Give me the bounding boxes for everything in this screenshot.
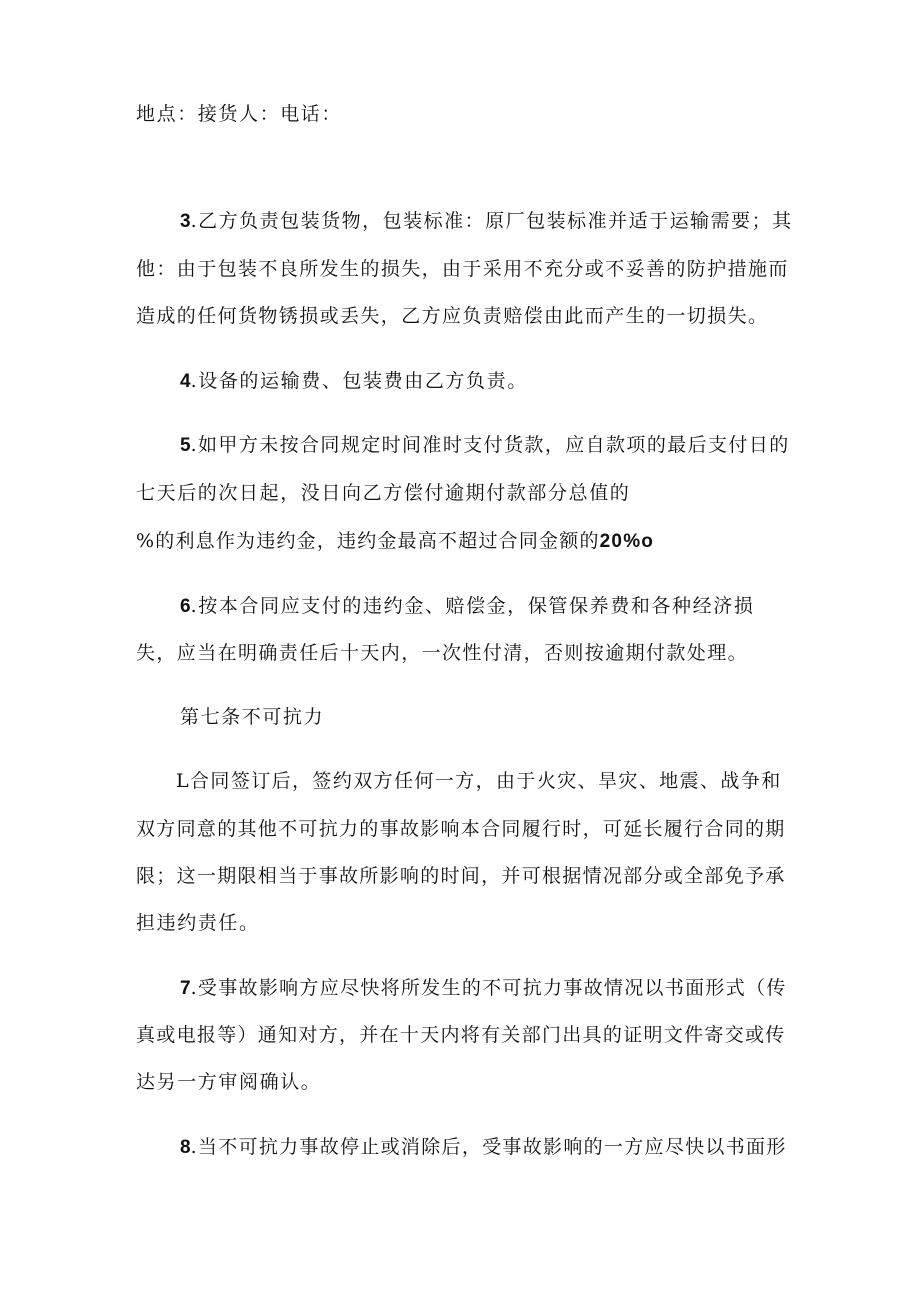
force-majeure-text-2: 双方同意的其他不可抗力的事故影响本合同履行时，可延长履行合同的期 [136,818,786,840]
item3-text-1: .乙方负责包装货物，包装标准：原厂包装标准并适于运输需要；其 [190,210,793,232]
item5-number: 5 [180,435,191,456]
force-majeure-text-4: 担违约责任。 [136,912,260,934]
item8-number: 8 [180,1137,191,1158]
item5-line-1 [180,432,790,459]
item6-text-1: .按本合同应支付的违约金、赔偿金，保管保养费和各种经济损 [190,595,755,617]
item7-line-3 [136,1069,321,1095]
item4-text: .设备的运输费、包装费由乙方负责。 [190,370,528,392]
item3-text-3: 造成的任何货物锈损或丢失，乙方应负责赔偿由此而产生的一切损失。 [136,305,769,327]
item3-number: 3 [180,211,191,232]
header-line-text: 地点：接货人：电话： [136,103,343,125]
item6-text-2: 失，应当在明确责任后十天内，一次性付清，否则按逾期付款处理。 [136,642,749,664]
item4-line [180,368,528,395]
item7-number: 7 [180,978,191,999]
article7-title [180,704,324,730]
item5-line-2 [136,480,630,506]
force-majeure-line-4 [136,910,260,936]
item7-line-2 [136,1022,786,1048]
item6-line-1 [180,593,754,620]
force-majeure-text-3: 限；这一期限相当于事故所影响的时间，并可根据情况部分或全部免予承 [136,865,786,887]
article7-title-text: 第七条不可抗力 [180,706,325,728]
item5-percent: 20%o [599,531,655,552]
item7-text-3: 达另一方审阅确认。 [136,1071,322,1093]
force-majeure-line-1 [176,768,782,794]
force-majeure-text-1: L合同签订后，签约双方任何一方，由于火灾、旱灾、地震、战争和 [176,770,782,792]
item3-text-2: 他：由于包装不良所发生的损失，由于采用不充分或不妥善的防护措施而 [136,258,789,280]
item3-line-2 [136,256,789,282]
item6-line-2 [136,640,748,666]
item4-number: 4 [180,371,191,392]
item3-line-3 [136,303,768,329]
force-majeure-line-3 [136,863,786,889]
item5-text-3: %的利息作为违约金，违约金最高不超过合同金额的 [136,530,600,552]
item8-text: .当不可抗力事故停止或消除后，受事故影响的一方应尽快以书面形 [190,1136,787,1158]
force-majeure-line-2 [136,816,786,842]
item6-number: 6 [180,596,191,617]
item5-text-2: 七天后的次日起，没日向乙方偿付逾期付款部分总值的 [136,482,631,504]
header-line [136,101,342,127]
item5-line-3 [136,528,654,555]
item7-text-1: .受事故影响方应尽快将所发生的不可抗力事故情况以书面形式（传 [190,977,787,999]
item7-text-2: 真或电报等）通知对方，并在十天内将有关部门出具的证明文件寄交或传 [136,1024,786,1046]
item3-line-1 [180,208,793,235]
item7-line-1 [180,975,787,1002]
item8-line [180,1134,787,1161]
item5-text-1: .如甲方未按合同规定时间准时支付货款，应自款项的最后支付日的 [190,434,790,456]
